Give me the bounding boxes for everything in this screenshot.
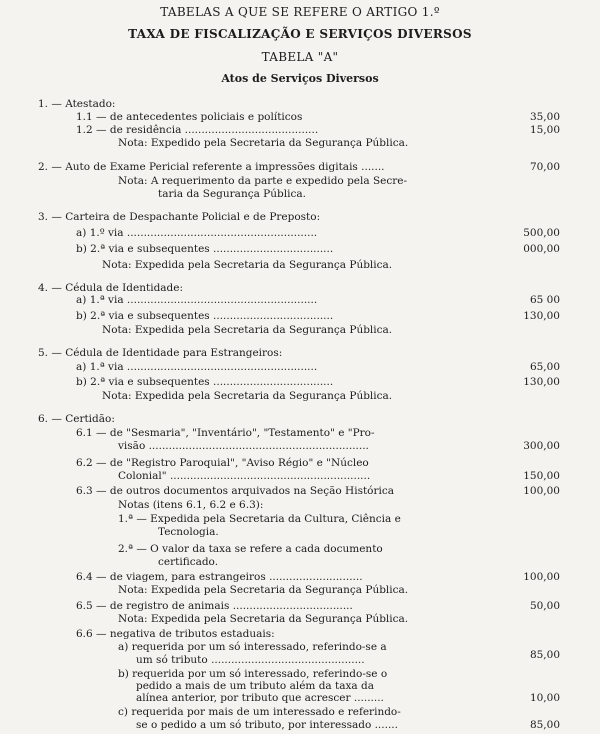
item-6-1-value: 300,00 — [523, 440, 560, 452]
item-5-heading: 5. — Cédula de Identidade para Estrangeiros: — [38, 347, 283, 359]
item-3-b-label: b) 2.ª via e subsequentes .................................... — [76, 243, 334, 255]
item-6-note-1-line-1: 1.ª — Expedida pela Secretaria da Cultura, Ciência e — [118, 513, 401, 525]
item-2-heading: 2. — Auto de Exame Pericial referente a impressões digitais ....... — [38, 161, 385, 173]
item-2-note-line-2: taria da Segurança Pública. — [158, 188, 306, 200]
item-6-2-label-line-1: 6.2 — de "Registro Paroquial", "Aviso Régio" e "Núcleo — [76, 457, 369, 469]
item-6-heading: 6. — Certidão: — [38, 413, 115, 425]
item-6-3-label: 6.3 — de outros documentos arquivados na Seção Histórica — [76, 485, 395, 497]
item-6-6-a-value: 85,00 — [529, 649, 560, 661]
item-4-b-value: 130,00 — [523, 310, 560, 322]
item-6-1-label-line-1: 6.1 — de "Sesmaria", "Inventário", "Testamento" e "Pro- — [76, 427, 375, 439]
item-6-6-a-line-1: a) requerida por um só interessado, referindo-se a — [118, 641, 387, 653]
item-2-value: 70,00 — [529, 161, 560, 173]
item-6-6-b-value: 10,00 — [529, 692, 560, 704]
item-6-note-1-line-2: Tecnologia. — [158, 526, 219, 538]
item-1-1-value: 35,00 — [529, 111, 560, 123]
item-4-b-label: b) 2.ª via e subsequentes .................................... — [76, 310, 334, 322]
item-6-6-b-line-3: alínea anterior, por tributo que acrescer ......... — [136, 692, 384, 704]
item-1-heading: 1. — Atestado: — [38, 98, 116, 110]
item-3-heading: 3. — Carteira de Despachante Policial e de Preposto: — [38, 211, 321, 223]
item-6-6-a-line-2: um só tributo .............................................. — [136, 654, 365, 666]
item-5-note: Nota: Expedida pela Secretaria da Segurança Pública. — [102, 390, 393, 402]
item-5-a-label: a) 1.ª via ......................................................... — [76, 361, 318, 373]
item-3-b-value: 000,00 — [523, 243, 560, 255]
item-6-5-note: Nota: Expedida pela Secretaria da Segurança Pública. — [118, 613, 409, 625]
item-6-1-label-line-2: visão .................................................................. — [118, 440, 369, 452]
item-4-a-value: 65 00 — [529, 294, 560, 306]
item-6-2-value: 150,00 — [523, 470, 560, 482]
item-6-4-note: Nota: Expedida pela Secretaria da Segurança Pública. — [118, 584, 409, 596]
item-3-a-label: a) 1.º via ......................................................... — [76, 227, 318, 239]
item-2-note-line-1: Nota: A requerimento da parte e expedido pela Secre- — [118, 175, 408, 187]
item-5-b-label: b) 2.ª via e subsequentes .................................... — [76, 376, 334, 388]
table-label: TABELA "A" — [261, 50, 339, 64]
item-6-6-b-line-1: b) requerida por um só interessado, referindo-se o — [118, 668, 388, 680]
item-6-4-value: 100,00 — [523, 571, 560, 583]
item-6-6-b-line-2: pedido a mais de um tributo além da taxa da — [136, 680, 375, 692]
item-6-note-2-line-2: certificado. — [158, 556, 219, 568]
item-5-b-value: 130,00 — [523, 376, 560, 388]
item-6-6-label: 6.6 — negativa de tributos estaduais: — [76, 628, 275, 640]
item-6-4-label: 6.4 — de viagem, para estrangeiros ............................ — [76, 571, 363, 583]
item-5-a-value: 65,00 — [529, 361, 560, 373]
item-6-notes-heading: Notas (itens 6.1, 6.2 e 6.3): — [118, 499, 264, 511]
item-3-note: Nota: Expedida pela Secretaria da Segurança Pública. — [102, 259, 393, 271]
header-title: TABELAS A QUE SE REFERE O ARTIGO 1.º — [160, 5, 440, 19]
item-1-note: Nota: Expedido pela Secretaria da Segurança Pública. — [118, 137, 409, 149]
item-6-note-2-line-1: 2.ª — O valor da taxa se refere a cada documento — [118, 543, 383, 555]
item-1-1-label: 1.1 — de antecedentes policiais e políticos — [76, 111, 303, 123]
item-1-2-value: 15,00 — [529, 124, 560, 136]
item-4-a-label: a) 1.ª via ......................................................... — [76, 294, 318, 306]
item-6-5-value: 50,00 — [529, 600, 560, 612]
item-6-6-c-line-1: c) requerida por mais de um interessado e referindo- — [118, 706, 401, 718]
item-4-heading: 4. — Cédula de Identidade: — [38, 282, 184, 294]
item-6-2-label-line-2: Colonial" ............................................................ — [118, 470, 371, 482]
section-title: Atos de Serviços Diversos — [221, 72, 379, 85]
item-3-a-value: 500,00 — [523, 227, 560, 239]
item-4-note: Nota: Expedida pela Secretaria da Segurança Pública. — [102, 324, 393, 336]
header-subtitle: TAXA DE FISCALIZAÇÃO E SERVIÇOS DIVERSOS — [128, 27, 472, 41]
item-6-5-label: 6.5 — de registro de animais .................................... — [76, 600, 353, 612]
item-6-6-c-line-2: se o pedido a um só tributo, por interessado ....... — [136, 719, 398, 731]
item-6-6-c-value: 85,00 — [529, 719, 560, 731]
item-1-2-label: 1.2 — de residência ........................................ — [76, 124, 319, 136]
item-6-3-value: 100,00 — [523, 485, 560, 497]
